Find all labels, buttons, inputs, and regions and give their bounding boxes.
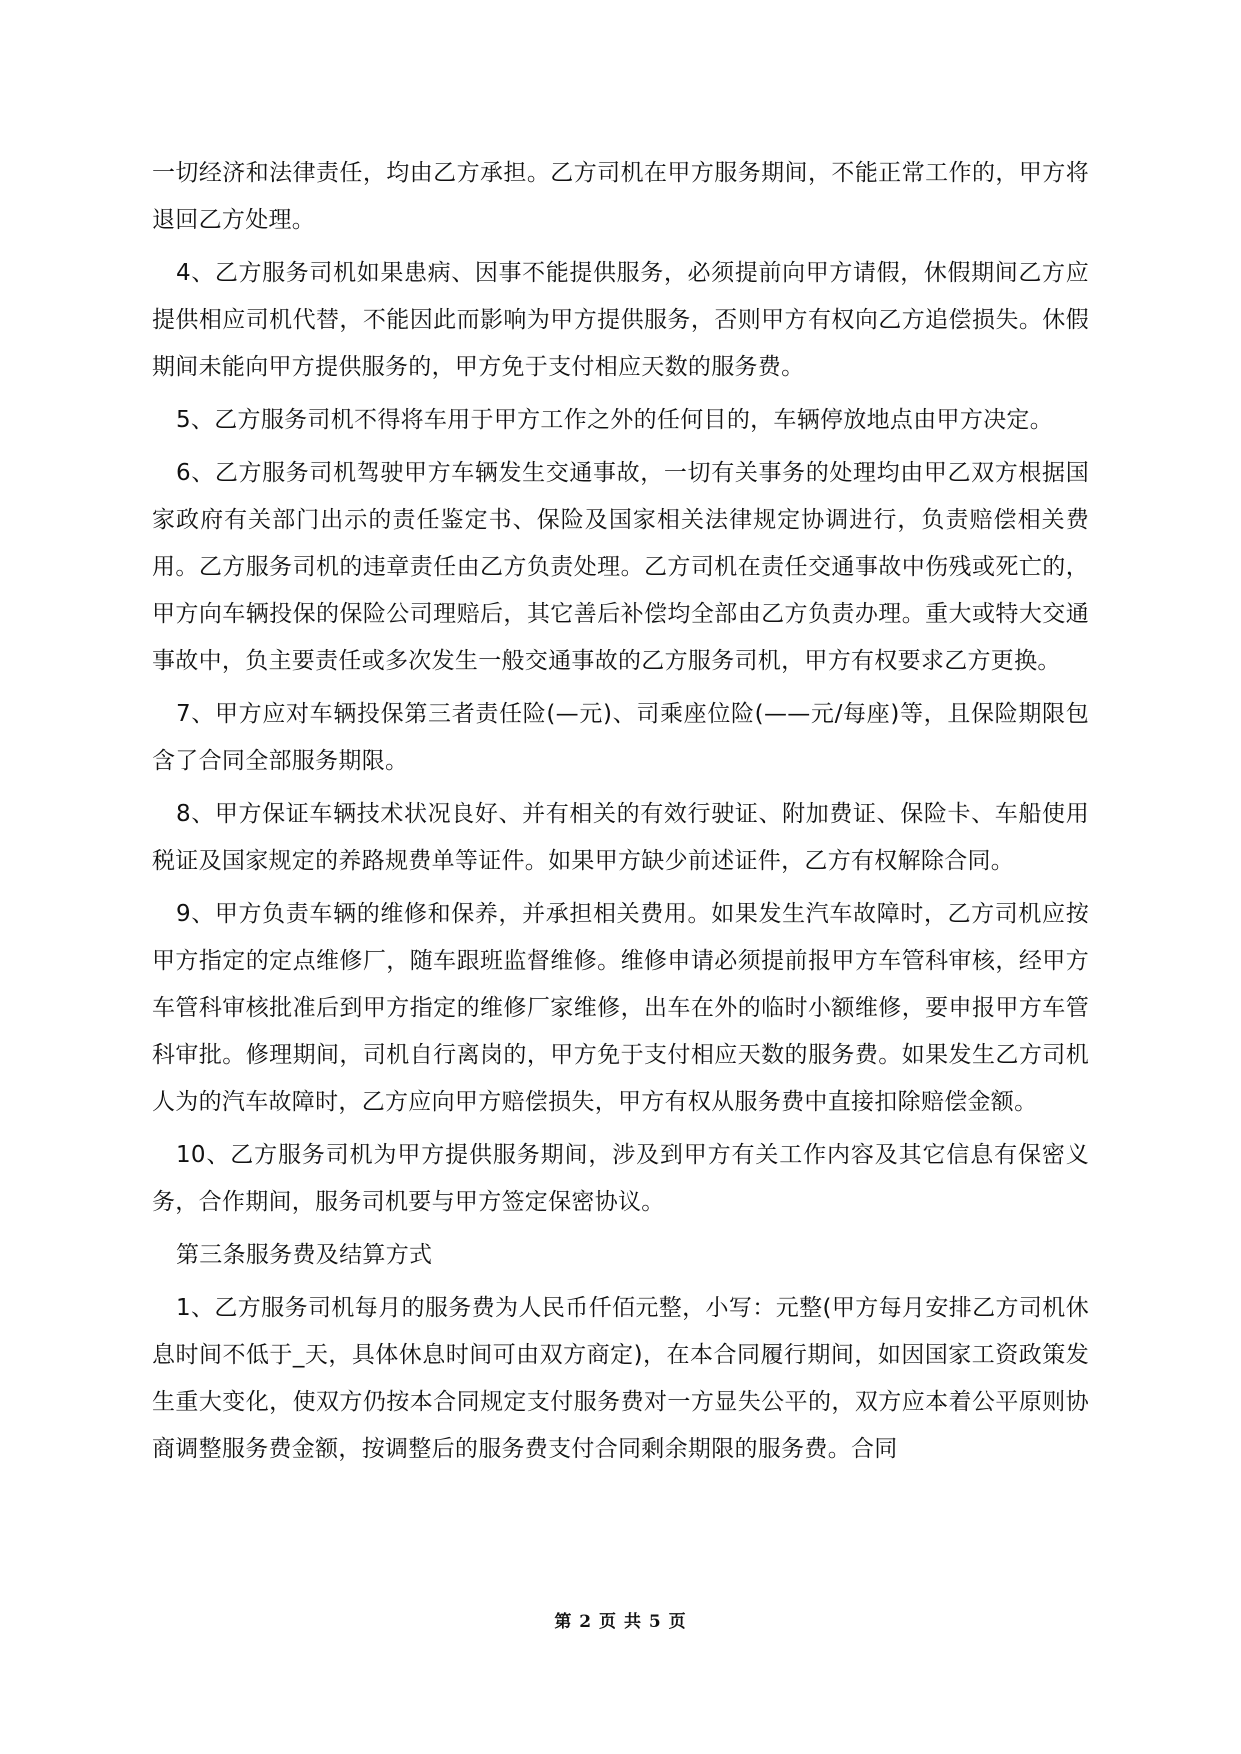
page-number-footer: 第 2 页 共 5 页 <box>554 1612 687 1632</box>
paragraph-clause-8: 8、甲方保证车辆技术状况良好、并有相关的有效行驶证、附加费证、保险卡、车船使用税证及国家规定的养路规费单等证件。如果甲方缺少前述证件，乙方有权解除合同。 <box>152 801 1089 874</box>
paragraph-clause-10: 10、乙方服务司机为甲方提供服务期间，涉及到甲方有关工作内容及其它信息有保密义务，合作期间，服务司机要与甲方签定保密协议。 <box>152 1142 1089 1215</box>
paragraph-clause-9: 9、甲方负责车辆的维修和保养，并承担相关费用。如果发生汽车故障时，乙方司机应按甲方指定的定点维修厂，随车跟班监督维修。维修申请必须提前报甲方车管科审核，经甲方车管科审核批准后到甲方指定的维修厂家维修，出车在外的临时小额维修，要申报甲方车管科审批。修理期间，司机自行离岗的，甲方免于支付相应天数的服务费。如果发生乙方司机人为的汽车故障时，乙方应向甲方赔偿损失，甲方有权从服务费中直接扣除赔偿金额。 <box>152 901 1089 1115</box>
section-heading-article-3: 第三条服务费及结算方式 <box>176 1242 433 1268</box>
paragraph-clause-4: 4、乙方服务司机如果患病、因事不能提供服务，必须提前向甲方请假，休假期间乙方应提供相应司机代替，不能因此而影响为甲方提供服务，否则甲方有权向乙方追偿损失。休假期间未能向甲方提供服务的，甲方免于支付相应天数的服务费。 <box>152 260 1089 380</box>
paragraph-clause-5: 5、乙方服务司机不得将车用于甲方工作之外的任何目的，车辆停放地点由甲方决定。 <box>176 407 1054 433</box>
paragraph-fee-clause-1: 1、乙方服务司机每月的服务费为人民币仟佰元整，小写：元整(甲方每月安排乙方司机休息时间不低于_天，具体休息时间可由双方商定)，在本合同履行期间，如因国家工资政策发生重大变化，使双方仍按本合同规定支付服务费对一方显失公平的，双方应本着公平原则协商调整服务费金额，按调整后的服务费支付合同剩余期限的服务费。合同 <box>152 1295 1089 1462</box>
paragraph-clause-7: 7、甲方应对车辆投保第三者责任险(—元)、司乘座位险(——元/每座)等，且保险期限包含了合同全部服务期限。 <box>152 701 1089 774</box>
paragraph-clause-6: 6、乙方服务司机驾驶甲方车辆发生交通事故，一切有关事务的处理均由甲乙双方根据国家政府有关部门出示的责任鉴定书、保险及国家相关法律规定协调进行，负责赔偿相关费用。乙方服务司机的违章责任由乙方负责处理。乙方司机在责任交通事故中伤残或死亡的，甲方向车辆投保的保险公司理赔后，其它善后补偿均全部由乙方负责办理。重大或特大交通事故中，负主要责任或多次发生一般交通事故的乙方服务司机，甲方有权要求乙方更换。 <box>152 460 1089 674</box>
paragraph-liability-continuation: 一切经济和法律责任，均由乙方承担。乙方司机在甲方服务期间，不能正常工作的，甲方将退回乙方处理。 <box>152 160 1089 233</box>
document-body <box>152 150 1089 1479</box>
